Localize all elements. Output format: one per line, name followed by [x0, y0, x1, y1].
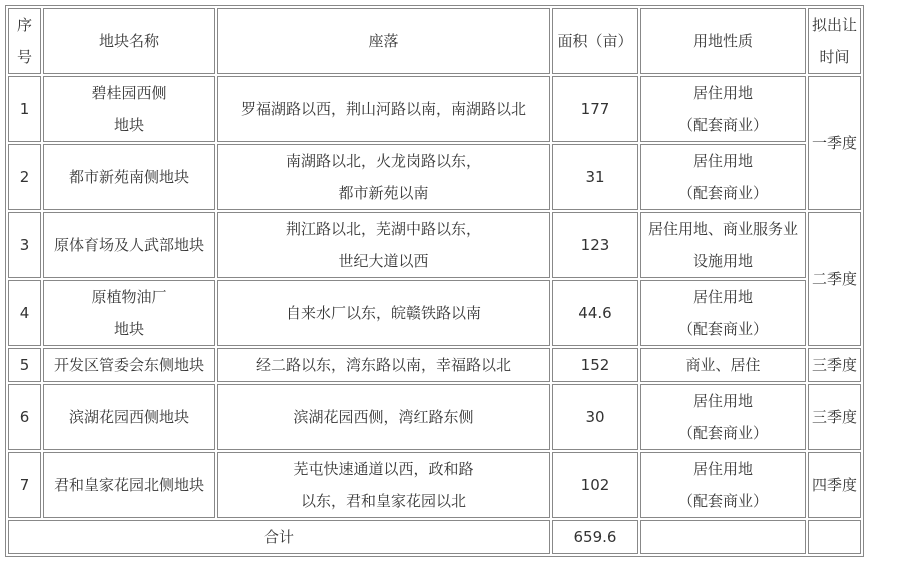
quarter-cell: 四季度	[808, 452, 861, 518]
row-use-line: 居住用地	[692, 392, 753, 410]
row-use-line: 居住用地	[692, 288, 753, 306]
row-location	[217, 212, 550, 278]
row-use	[640, 76, 806, 142]
land-table	[5, 5, 864, 557]
row-location-line: 芜屯快速通道以西，政和路	[293, 460, 474, 478]
row-use	[640, 384, 806, 450]
row-use-line: 设施用地	[692, 252, 753, 270]
row-index: 7	[8, 452, 41, 518]
total-row	[8, 520, 861, 554]
row-location-line: 以东，君和皇家花园以北	[300, 492, 466, 510]
row-use-line: 商业、居住	[685, 356, 761, 374]
row-area: 102	[552, 452, 638, 518]
row-index: 6	[8, 384, 41, 450]
row-use	[640, 212, 806, 278]
row-area: 31	[552, 144, 638, 210]
row-name-line: 地块	[113, 320, 144, 338]
row-location	[217, 452, 550, 518]
header-index: 序号	[8, 8, 41, 74]
total-area: 659.6	[552, 520, 638, 554]
table-row	[8, 348, 861, 382]
row-use	[640, 452, 806, 518]
table-row	[8, 384, 861, 450]
header-time-line: 时间	[819, 48, 850, 66]
row-use-line: 居住用地、商业服务业	[647, 220, 798, 238]
row-location	[217, 348, 550, 382]
table-header-row	[8, 8, 861, 74]
quarter-cell: 一季度	[808, 76, 861, 210]
row-name	[43, 76, 215, 142]
row-area: 177	[552, 76, 638, 142]
row-location	[217, 76, 550, 142]
row-name-line: 开发区管委会东侧地块	[53, 356, 204, 374]
total-empty-cell	[808, 520, 861, 554]
quarter-cell: 三季度	[808, 348, 861, 382]
row-use	[640, 144, 806, 210]
row-use-line: 居住用地	[692, 84, 753, 102]
header-name: 地块名称	[43, 8, 215, 74]
row-index: 3	[8, 212, 41, 278]
row-use-line: 居住用地	[692, 152, 753, 170]
row-index: 4	[8, 280, 41, 346]
row-name-line: 滨湖花园西侧地块	[68, 408, 189, 426]
row-name	[43, 144, 215, 210]
row-location-line: 世纪大道以西	[338, 252, 429, 270]
header-time-line: 拟出让	[811, 16, 857, 34]
row-location-line: 滨湖花园西侧，湾红路东侧	[293, 408, 474, 426]
row-location	[217, 384, 550, 450]
row-area: 30	[552, 384, 638, 450]
row-area: 123	[552, 212, 638, 278]
row-name	[43, 452, 215, 518]
row-use-line: （配套商业）	[677, 492, 768, 510]
row-location-line: 南湖路以北，火龙岗路以东，	[285, 152, 481, 170]
row-name-line: 碧桂园西侧	[91, 84, 167, 102]
row-area: 44.6	[552, 280, 638, 346]
total-label: 合计	[8, 520, 550, 554]
row-index: 5	[8, 348, 41, 382]
row-use-line: （配套商业）	[677, 320, 768, 338]
row-name-line: 原体育场及人武部地块	[53, 236, 204, 254]
quarter-cell: 二季度	[808, 212, 861, 346]
header-time	[808, 8, 861, 74]
row-location-line: 经二路以东，湾东路以南，幸福路以北	[255, 356, 511, 374]
row-name-line: 君和皇家花园北侧地块	[53, 476, 204, 494]
table-row	[8, 280, 861, 346]
row-name-line: 地块	[113, 116, 144, 134]
row-name	[43, 348, 215, 382]
row-name	[43, 280, 215, 346]
header-use: 用地性质	[640, 8, 806, 74]
row-index: 1	[8, 76, 41, 142]
quarter-cell: 三季度	[808, 384, 861, 450]
row-use	[640, 280, 806, 346]
row-name-line: 都市新苑南侧地块	[68, 168, 189, 186]
row-use-line: （配套商业）	[677, 424, 768, 442]
table-row	[8, 76, 861, 142]
row-use-line: 居住用地	[692, 460, 753, 478]
row-name	[43, 384, 215, 450]
row-location	[217, 280, 550, 346]
row-area: 152	[552, 348, 638, 382]
row-location	[217, 144, 550, 210]
row-location-line: 罗福湖路以西，荆山河路以南，南湖路以北	[240, 100, 526, 118]
row-use	[640, 348, 806, 382]
header-area: 面积（亩）	[552, 8, 638, 74]
row-use-line: （配套商业）	[677, 116, 768, 134]
header-location: 座落	[217, 8, 550, 74]
table-row	[8, 212, 861, 278]
row-location-line: 都市新苑以南	[338, 184, 429, 202]
table-row	[8, 452, 861, 518]
row-location-line: 自来水厂以东，皖赣铁路以南	[285, 304, 481, 322]
table-row	[8, 144, 861, 210]
row-use-line: （配套商业）	[677, 184, 768, 202]
row-name	[43, 212, 215, 278]
row-name-line: 原植物油厂	[91, 288, 167, 306]
row-location-line: 荆江路以北，芜湖中路以东，	[285, 220, 481, 238]
total-empty-cell	[640, 520, 806, 554]
row-index: 2	[8, 144, 41, 210]
